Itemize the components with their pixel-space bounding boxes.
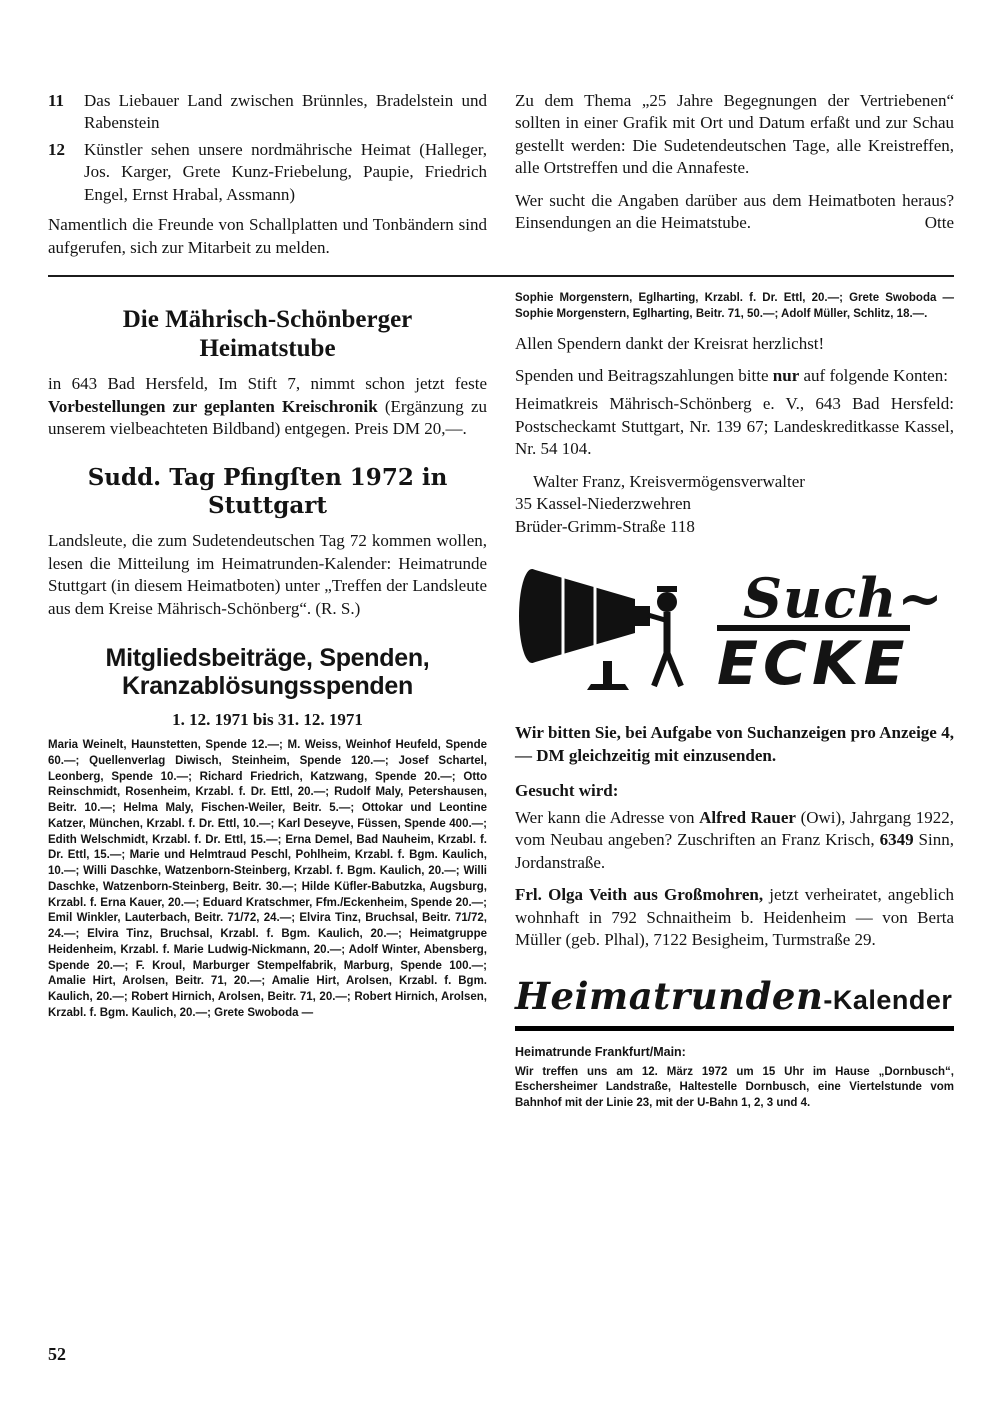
such-notice: Wir bitten Sie, bei Aufgabe von Suchanzeigen pro Anzeige 4,— DM gleichzeitig mit einzusenden.: [515, 723, 954, 765]
title-line-2: Kranzablösungsspenden: [122, 672, 413, 701]
question-text: Wer sucht die Angaben darüber aus dem Heimatboten heraus? Einsendungen an die Heimatstube.: [515, 190, 954, 233]
main-right-column: [515, 291, 954, 1112]
sudd-tag-title: [48, 464, 487, 520]
title-line-1: Mitgliedsbeiträge, Spenden,: [105, 644, 430, 673]
gesucht-heading: Gesucht wird:: [515, 780, 619, 800]
beitraege-section: [48, 644, 487, 1022]
konten-paragraph: Heimatkreis Mährisch-Schönberg e. V., 643 Bad Hersfeld: Postscheckamt Stuttgart, Nr. 139 67; Landeskreditkasse Kassel, Nr. 54 104.: [515, 394, 954, 459]
title-line-2: Stuttgart: [208, 492, 327, 520]
page-number: 52: [48, 1344, 66, 1364]
sudd-tag-body: Landsleute, die zum Sudetendeutschen Tag 72 kommen wollen, lesen die Mitteilung im Heimatrunden-Kalender: Heimatrunde Stuttgart (in diesem Heimatboten) unter „Treffen der Landsleute aus dem Kreise Mährisch-Schönberg“. (R. S.): [48, 531, 487, 618]
list-item-11: [48, 90, 487, 135]
kalender-heading: [515, 974, 954, 1031]
item-text: Künstler sehen unsere nordmährische Heimat (Halleger, Jos. Karger, Grete Kunz-Friebelung, Paupie, Friedrich Engel, Ernst Hrabal, Assmann): [84, 139, 487, 204]
such-word: Such~: [743, 565, 944, 630]
main-left-column: [48, 291, 487, 1112]
treasurer-name: Walter Franz, Kreisvermögensverwalter: [533, 471, 805, 491]
frankfurt-paragraph: Wir treffen uns am 12. März 1972 um 15 Uhr im Hause „Dornbusch“, Eschersheimer Landstraße, Haltestelle Dornbusch, eine Viertelstunde vom Bahnhof mit der Linie 23, mit der U-Bahn 1, 2, 3 und 4.: [515, 1065, 954, 1110]
section-divider: [48, 275, 954, 277]
donor-list-continued: Sophie Morgenstern, Eglharting, Krzabl. f. Dr. Ettl, 20.—; Grete Swoboda — Sophie Morgenstern, Eglharting, Beitr. 71, 50.—; Adolf Müller, Schlitz, 18.—.: [515, 292, 954, 320]
kalender-title-rest: -Kalender: [823, 984, 953, 1015]
frankfurt-heading: Heimatrunde Frankfurt/Main:: [515, 1044, 686, 1059]
signature-otte: Otte: [924, 213, 954, 233]
schallplatten-note: Namentlich die Freunde von Schallplatten und Tonbändern sind aufgerufen, sich zur Mitarbeit zu melden.: [48, 215, 487, 257]
item-number: 12: [48, 139, 65, 159]
such-ecke-wordmark: [705, 565, 954, 699]
top-left-column: [48, 90, 487, 259]
item-number: 11: [48, 91, 65, 110]
grafik-paragraph: Zu dem Thema „25 Jahre Begegnungen der Vertriebenen“ sollten in einer Grafik mit Ort und Datum erfaßt und zur Schau gestellt werden: Die Sudetendeutschen Tage, alle Kreistreffen, alle Ortstreffen und die Annafeste.: [515, 91, 954, 178]
title-line-1: Sudd. Tag Pfingſten 1972 in: [87, 464, 448, 492]
heimatstube-body: in 643 Bad Hersfeld, Im Stift 7, nimmt schon jetzt feste Vorbestellungen zur geplanten Kreischronik (Ergänzung zu unserem vielbeachteten Bildband) entgegen. Preis DM 20,—.: [48, 374, 487, 438]
heimatbote-question-paragraph: [515, 190, 954, 235]
such-ecke-graphic: [515, 558, 954, 708]
search-entry-2: Frl. Olga Veith aus Großmohren, jetzt verheiratet, angeblich wohnhaft in 792 Schnaitheim b. Heidenheim — von Berta Müller (geb. Plhal), 7122 Besigheim, Turmstraße 29.: [515, 885, 954, 950]
title-line-2: Heimatstube: [199, 335, 336, 363]
top-right-column: [515, 90, 954, 259]
search-entry-1: Wer kann die Adresse von Alfred Rauer (Owi), Jahrgang 1922, vom Neubau angeben? Zuschriften an Franz Krisch, 6349 Sinn, Jordanstraße.: [515, 807, 954, 872]
treasurer-city: 35 Kassel-Niederzwehren: [515, 494, 692, 514]
item-text: Das Liebauer Land zwischen Brünnles, Bradelstein und Rabenstein: [84, 91, 487, 133]
list-item-12: [48, 139, 487, 206]
thanks-paragraph: Allen Spendern dankt der Kreisrat herzlichst!: [515, 333, 825, 353]
beitraege-title: [48, 644, 487, 700]
kalender-title-script: Heimatrunden: [515, 973, 824, 1018]
top-section: [48, 90, 954, 259]
treasurer-block: [515, 471, 954, 538]
period-heading: 1. 12. 1971 bis 31. 12. 1971: [172, 710, 363, 730]
donor-list: Maria Weinelt, Haunstetten, Spende 12.—; M. Weiss, Weinhof Heufeld, Spende 60.—; Quellenverlag Diwisch, Steinheim, Spende 120.—; Josef Schartel, Leonberg, Spende 10.—; Richard Friedrich, Katzwang, Spende 20.—; Otto Reinschmidt, Rosenheim, Krzabl. f. Dr. Ettl, 20.—; Rudolf Maly, Petershausen, Beitr. 10.—; Helma Maly, Fischen-Weiler, Beitr. 5.—; Ottokar und Leontine Katzer, München, Krzabl. f. Dr. Ettl, 10.—; Karl Deseyve, Füssen, Spende 400.—; Edith Welschmidt, Krzabl. f. Dr. Ettl, 15.—; Erna Demel, Bad Nauheim, Krzabl. f. Dr. Ettl, 15.—; Marie und Helmtraud Peschl, Pohlheim, Krzabl. f. Bgm. Kaulich, 10.—; Willi Daschke, Watzenborn-Steinberg, Krzabl. f. Bgm. Kaulich, 20.—; Willi Daschke, Watzenborn-Steinberg, Beitr. 30.—; Hilde Küfler-Babutzka, Augsburg, Krzabl. f. Erna Kauer, 20.—; Eduard Kratschmer, Ffm./Eckenheim, Spende 20.—; Emil Winkler, Lauterbach, Beitr. 71/72, 24.—; Elvira Tinz, Bruchsal, Beitr. 71/72, 24.—; Elvira Tinz, Bruchsal, Krzabl. f. Bgm. Kaulich, 20.—; Heimatgruppe Heidenheim, Krzabl. f. Marie Ludwig-Nickmann, 20.—; Adolf Winter, Abensberg, Spende 20.—; F. Kroul, Marburger Stempelfabrik, Marburg, Spende 100.—; Amalie Hirt, Arolsen, Beitr. 71, 20.—; Amalie Hirt, Arolsen, Krzabl. f. Bgm. Kaulich, 20.—; Robert Hirnich, Arolsen, Beitr. 71, 20.—; Robert Hirnich, Arolsen, Krzabl. f. Bgm. Kaulich, 20.—; Grete Swoboda —: [48, 739, 487, 1019]
main-section: [48, 291, 954, 1112]
konten-intro: Spenden und Beitragszahlungen bitte nur auf folgende Konten:: [515, 366, 948, 385]
heimatstube-section: [48, 305, 487, 440]
heimatstube-title: [48, 305, 487, 363]
sudd-tag-section: [48, 464, 487, 620]
megaphone-announcer-icon: [515, 558, 701, 708]
title-line-1: Die Mährisch-Schönberger: [122, 306, 413, 334]
treasurer-street: Brüder-Grimm-Straße 118: [515, 516, 695, 536]
ecke-word: ECKE: [717, 625, 910, 696]
